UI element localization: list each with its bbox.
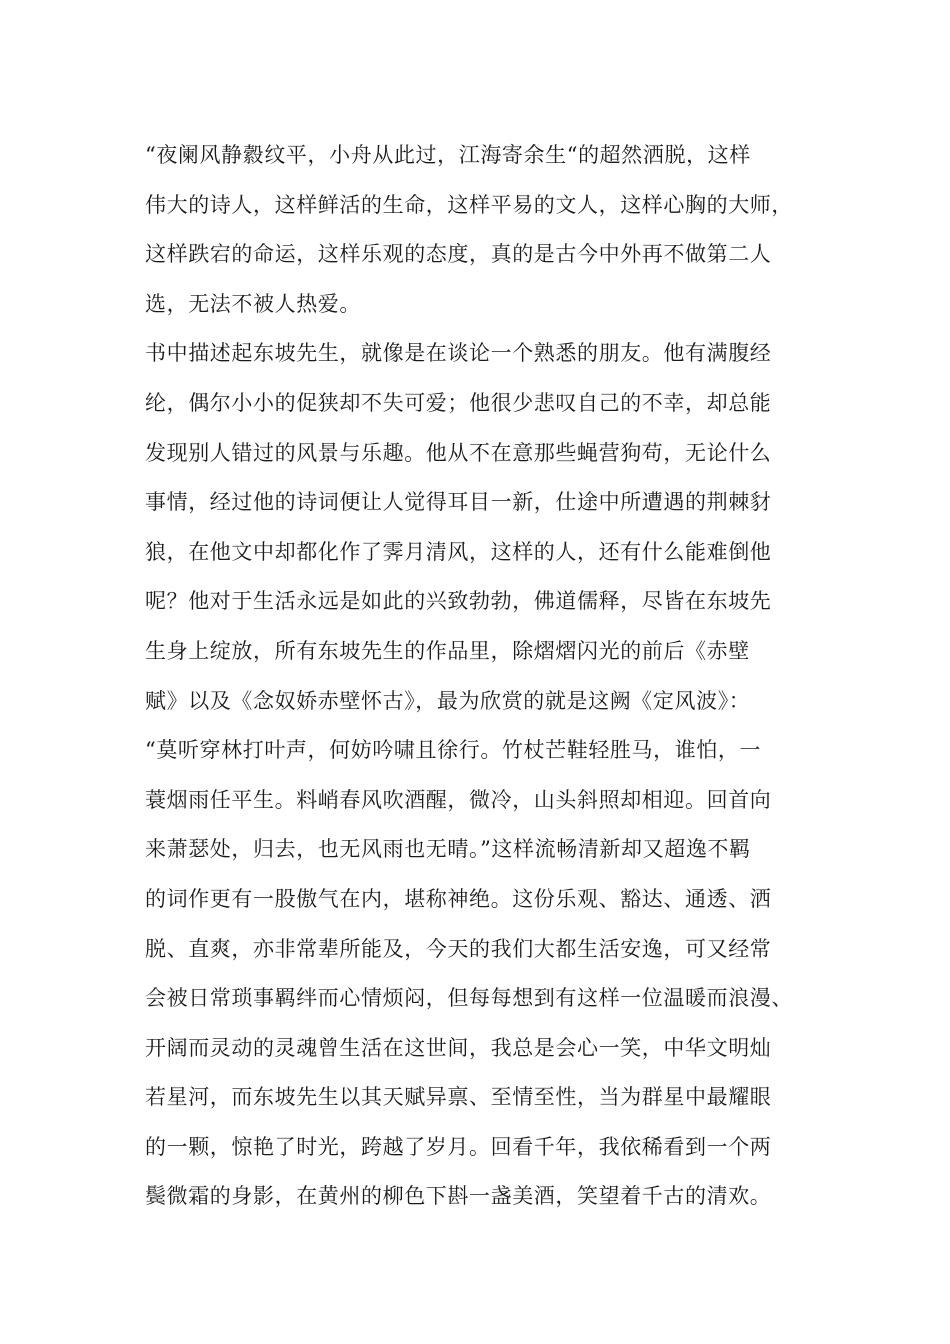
text-line: 会被日常琐事羁绊而心情烦闷，但每每想到有这样一位温暖而浪漫、 (145, 986, 793, 1011)
text-line: 伟大的诗人，这样鲜活的生命，这样平易的文人，这样心胸的大师， (145, 192, 793, 217)
text-line: “夜阑风静縠纹平，小舟从此过，江海寄余生“的超然洒脱，这样 (145, 143, 751, 167)
text-line: 书中描述起东坡先生，就像是在谈论一个熟悉的朋友。他有满腹经 (145, 341, 772, 366)
text-line: 开阔而灵动的灵魂曾生活在这世间，我总是会心一笑，中华文明灿 (145, 1035, 772, 1060)
text-line: 鬓微霜的身影，在黄州的柳色下斟一盏美酒，笑望着千古的清欢。 (145, 1184, 772, 1209)
text-line: 若星河，而东坡先生以其天赋异禀、至情至性，当为群星中最耀眼 (145, 1085, 772, 1110)
text-line: 选，无法不被人热爱。 (145, 291, 361, 316)
text-line: 蓑烟雨任平生。料峭春风吹酒醒，微冷，山头斜照却相迎。回首向 (145, 787, 772, 812)
text-line: 脱、直爽，亦非常辈所能及，今天的我们大都生活安逸，可又经常 (145, 936, 772, 961)
text-line: 事情，经过他的诗词便让人觉得耳目一新，仕途中所遭遇的荆棘豺 (145, 490, 772, 515)
text-line: 呢？他对于生活永远是如此的兴致勃勃，佛道儒释，尽皆在东坡先 (145, 589, 772, 614)
text-line: 发现别人错过的风景与乐趣。他从不在意那些蝇营狗苟，无论什么 (145, 440, 772, 465)
text-line: 来萧瑟处，归去，也无风雨也无晴。”这样流畅清新却又超逸不羁 (145, 837, 751, 862)
text-line: 狼，在他文中却都化作了霁月清风，这样的人，还有什么能难倒他 (145, 539, 772, 564)
text-line: 赋》以及《念奴娇赤壁怀古》，最为欣赏的就是这阙《定风波》： (145, 688, 751, 713)
text-line: 的词作更有一股傲气在内，堪称神绝。这份乐观、豁达、通透、洒 (145, 886, 772, 911)
text-line: 的一颗，惊艳了时光，跨越了岁月。回看千年，我依稀看到一个两 (145, 1134, 772, 1159)
text-line: 生身上绽放，所有东坡先生的作品里，除熠熠闪光的前后《赤壁 (145, 638, 750, 663)
text-line: 这样跌宕的命运，这样乐观的态度，真的是古今中外再不做第二人 (145, 242, 772, 267)
text-line: 纶，偶尔小小的促狭却不失可爱；他很少悲叹自己的不幸，却总能 (145, 390, 772, 415)
text-line: “莫听穿林打叶声，何妨吟啸且徐行。竹杖芒鞋轻胜马，谁怕，一 (145, 738, 762, 763)
essay-text (145, 131, 815, 1222)
